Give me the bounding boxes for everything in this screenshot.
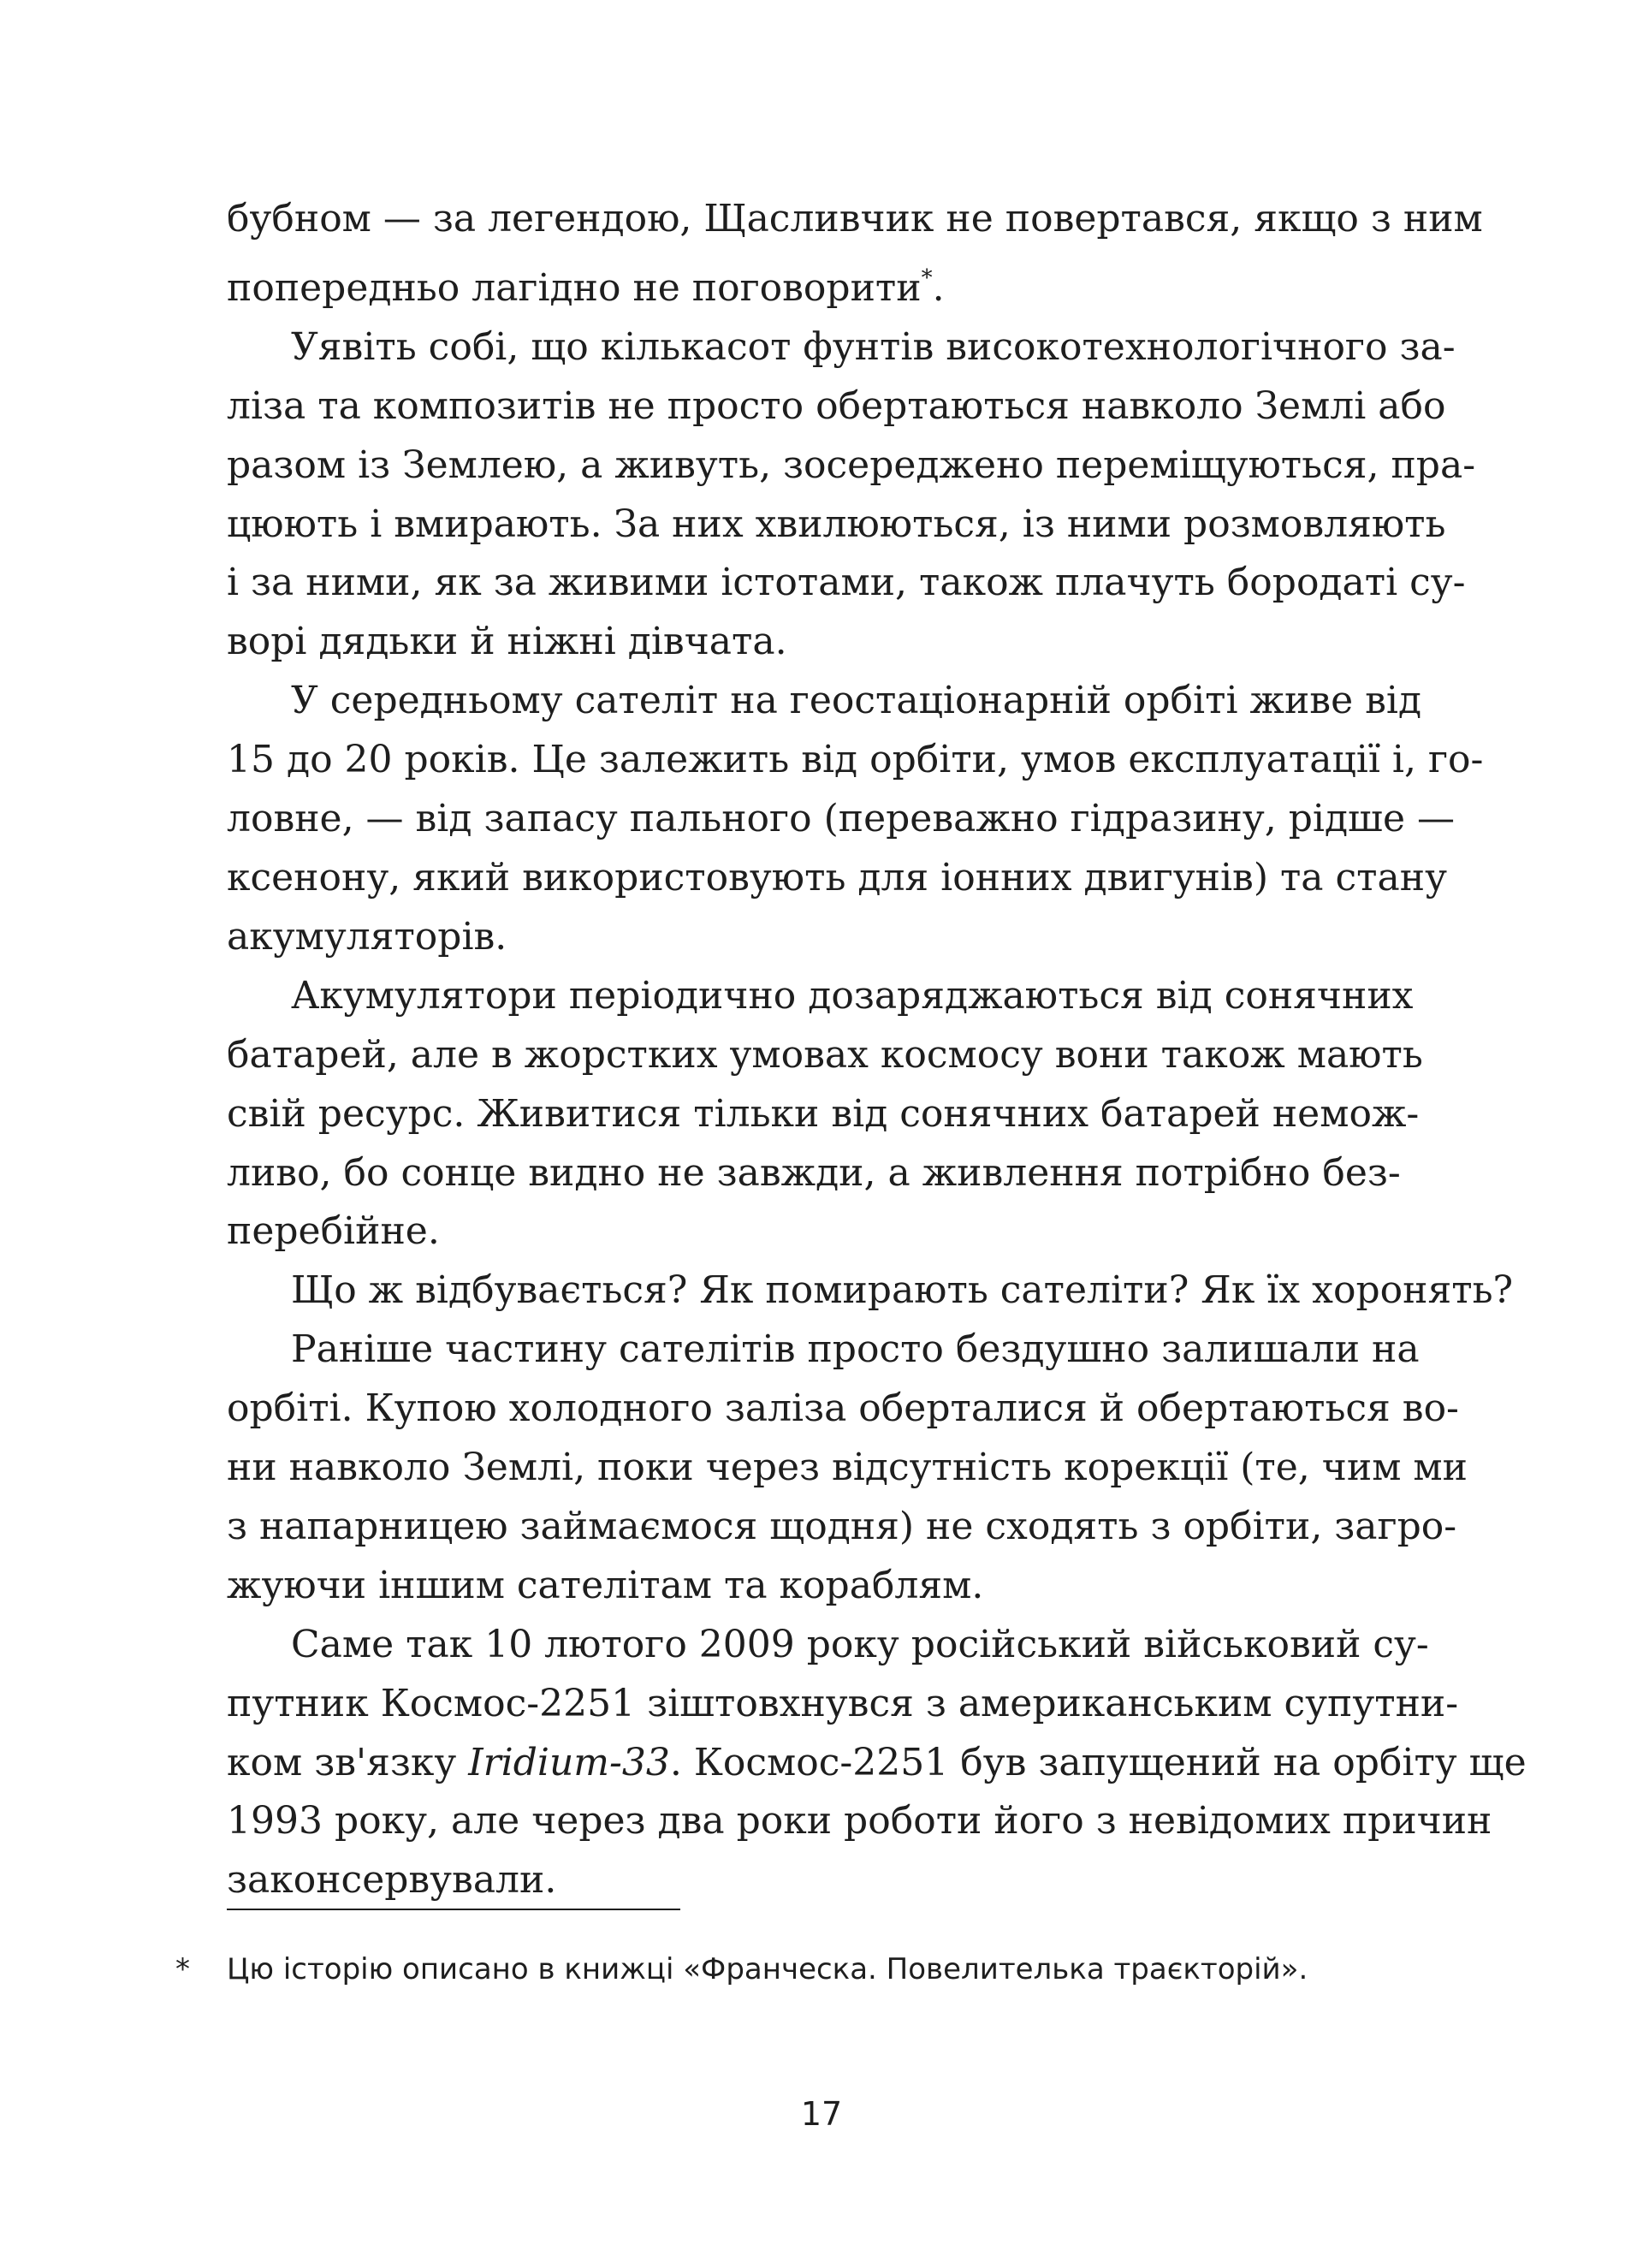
text-line: цюють і вмирають. За них хвилюються, із ними розмовляють: [227, 502, 1446, 546]
paragraph-first-line: Раніше частину сателітів просто бездушно залишали на: [291, 1327, 1420, 1372]
text-line: ворі дядьки й ніжні дівчата.: [227, 620, 787, 664]
paragraph-first-line: Що ж відбувається? Як помирають сателіти? Як їх хоронять?: [291, 1268, 1514, 1313]
paragraph-first-line: Саме так 10 лютого 2009 року російський військовий су-: [291, 1622, 1429, 1666]
text-line: бубном — за легендою, Щасливчик не повертався, якщо з ним: [227, 197, 1483, 240]
footnote: [175, 1950, 1391, 1989]
text-line: акумуляторів.: [227, 914, 507, 959]
text-line: 1993 року, але через два роки роботи його з невідомих причин: [227, 1799, 1492, 1843]
main-text: [227, 190, 1527, 1910]
paragraph-first-line: Уявіть собі, що кількасот фунтів високотехнологічного за-: [291, 324, 1456, 369]
satellite-name-italic: Iridium-33: [468, 1740, 670, 1784]
text-line: законсервували.: [227, 1858, 557, 1903]
text-line: жуючи іншим сателітам та кораблям.: [227, 1563, 984, 1607]
text-line: ловне, — від запасу пального (переважно гідразину, рідше —: [227, 797, 1455, 841]
text-line: з напарницею займаємося щодня) не сходять з орбіти, загро-: [227, 1504, 1457, 1548]
text-line: ком зв'язку Iridium-33. Космос-2251 був запущений на орбіту ще: [227, 1740, 1527, 1784]
page-number: 17: [800, 2095, 843, 2133]
text-line: батарей, але в жорстких умовах космосу вони також мають: [227, 1032, 1423, 1077]
text-line: ксенону, який використовують для іонних двигунів) та стану: [227, 855, 1447, 899]
text-line: 15 до 20 років. Це залежить від орбіти, умов експлуатації і, го-: [227, 738, 1484, 782]
text-line: перебійне.: [227, 1209, 440, 1254]
footnote-marker: *: [175, 1952, 190, 1986]
footnote-text: Цю історію описано в книжці «Франческа. Повелителька траєкторій».: [227, 1952, 1308, 1986]
text-line: путник Космос-2251 зіштовхнувся з американським супутни-: [227, 1681, 1459, 1725]
text-line: свій ресурс. Живитися тільки від сонячних батарей немож-: [227, 1091, 1420, 1136]
footnote-reference: *: [921, 264, 933, 291]
text-line: разом із Землею, а живуть, зосереджено переміщуються, пра-: [227, 442, 1476, 487]
text-line: і за ними, як за живими істотами, також плачуть бородаті су-: [227, 561, 1466, 605]
footnote-divider: [227, 1909, 680, 1910]
text-line: ни навколо Землі, поки через відсутність корекції (те, чим ми: [227, 1446, 1468, 1490]
text-line: попередньо лагідно не поговорити*.: [227, 264, 945, 310]
text-line: орбіті. Купою холодного заліза оберталися й обертаються во-: [227, 1386, 1459, 1431]
text-line: ліза та композитів не просто обертаються навколо Землі або: [227, 383, 1446, 428]
text-line: ливо, бо сонце видно не завжди, а живлення потрібно без-: [227, 1150, 1401, 1195]
paragraph-first-line: Акумулятори періодично дозаряджаються від сонячних: [291, 973, 1414, 1018]
paragraph-first-line: У середньому сателіт на геостаціонарній орбіті живе від: [291, 679, 1422, 723]
